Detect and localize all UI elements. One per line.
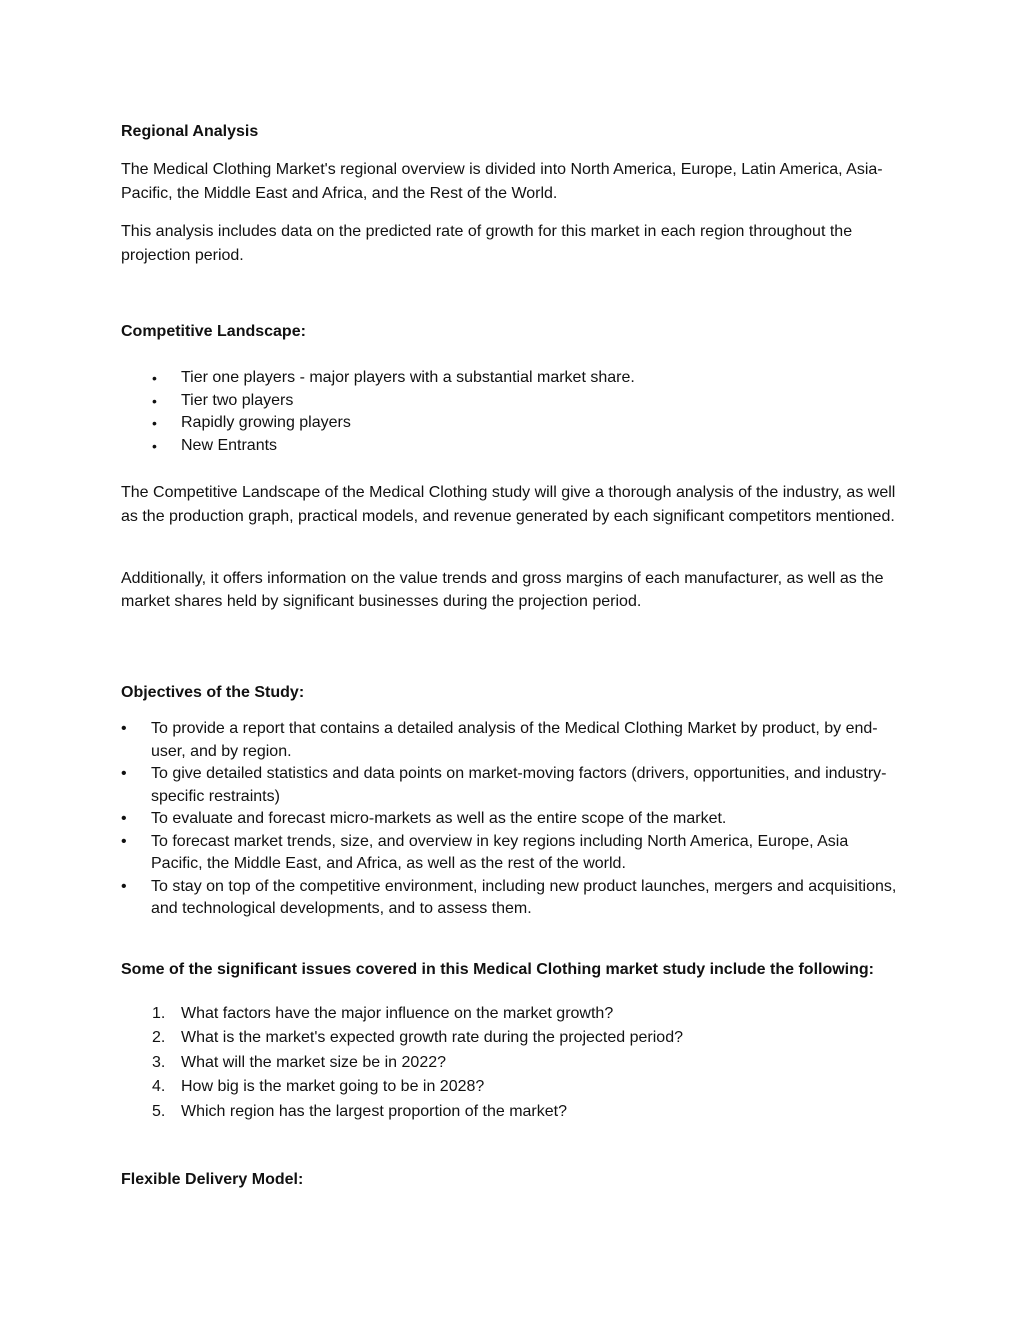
list-item: • New Entrants	[121, 435, 635, 458]
list-item: 5. Which region has the largest proportion of the market?	[121, 1100, 683, 1124]
regional-paragraph-2: This analysis includes data on the predicted rate of growth for this market in each region throughout the projection period.	[121, 223, 853, 264]
bullet-icon: •	[121, 877, 127, 895]
regional-analysis-heading: Regional Analysis	[121, 123, 259, 140]
competitive-landscape-heading: Competitive Landscape:	[121, 323, 306, 340]
bullet-icon: •	[152, 370, 157, 386]
list-item: 4. How big is the market going to be in 2028?	[121, 1075, 683, 1099]
list-item: • To stay on top of the competitive environment, including new product launches, mergers and acquisitions, and technological developments, and to assess them.	[121, 877, 897, 917]
objectives-list	[121, 718, 901, 921]
list-number: 3.	[152, 1053, 166, 1071]
issues-heading: Some of the significant issues covered in this Medical Clothing market study include the following:	[121, 961, 874, 978]
list-number: 5.	[152, 1102, 166, 1120]
list-item: • Rapidly growing players	[121, 412, 635, 435]
list-item: • To forecast market trends, size, and overview in key regions including North America, Europe, Asia Pacific, the Middle East, and Africa, as well as the rest of the world.	[121, 832, 849, 872]
list-item: • To evaluate and forecast micro-markets as well as the entire scope of the market.	[121, 808, 901, 831]
competitive-tiers-list	[121, 367, 635, 457]
bullet-icon: •	[121, 765, 127, 782]
flexible-delivery-heading: Flexible Delivery Model:	[121, 1171, 304, 1188]
objectives-heading: Objectives of the Study:	[121, 684, 305, 701]
list-item: • Tier two players	[121, 390, 635, 413]
bullet-icon: •	[121, 810, 127, 827]
competitive-paragraph-2: Additionally, it offers information on the value trends and gross margins of each manufacturer, as well as the market shares held by significant businesses during the projection period.	[121, 570, 884, 610]
bullet-icon: •	[152, 392, 157, 409]
competitive-paragraph-1: The Competitive Landscape of the Medical Clothing study will give a thorough analysis of the industry, as well as the production graph, practical models, and revenue generated by each significant competitors mentioned.	[121, 484, 896, 525]
list-item: 2. What is the market's expected growth rate during the projected period?	[121, 1026, 683, 1050]
list-item: 1. What factors have the major influence on the market growth?	[121, 1002, 683, 1026]
bullet-icon: •	[152, 437, 157, 454]
list-number: 2.	[152, 1029, 166, 1047]
list-item: • Tier one players - major players with a substantial market share.	[121, 367, 635, 390]
list-item: • To provide a report that contains a detailed analysis of the Medical Clothing Market by product, by end-user, and by region.	[121, 720, 878, 760]
list-item: • To give detailed statistics and data points on market-moving factors (drivers, opportunities, and industry-specific restraints)	[121, 765, 887, 805]
bullet-icon: •	[121, 720, 127, 737]
bullet-icon: •	[152, 415, 157, 431]
bullet-icon: •	[121, 832, 127, 850]
regional-paragraph-1: The Medical Clothing Market's regional overview is divided into North America, Europe, Latin America, Asia-Pacific, the Middle East and Africa, and the Rest of the World.	[121, 161, 883, 202]
issues-list	[121, 1002, 683, 1124]
list-item: 3. What will the market size be in 2022?	[121, 1051, 683, 1075]
list-number: 4.	[152, 1078, 166, 1096]
list-number: 1.	[152, 1005, 166, 1022]
